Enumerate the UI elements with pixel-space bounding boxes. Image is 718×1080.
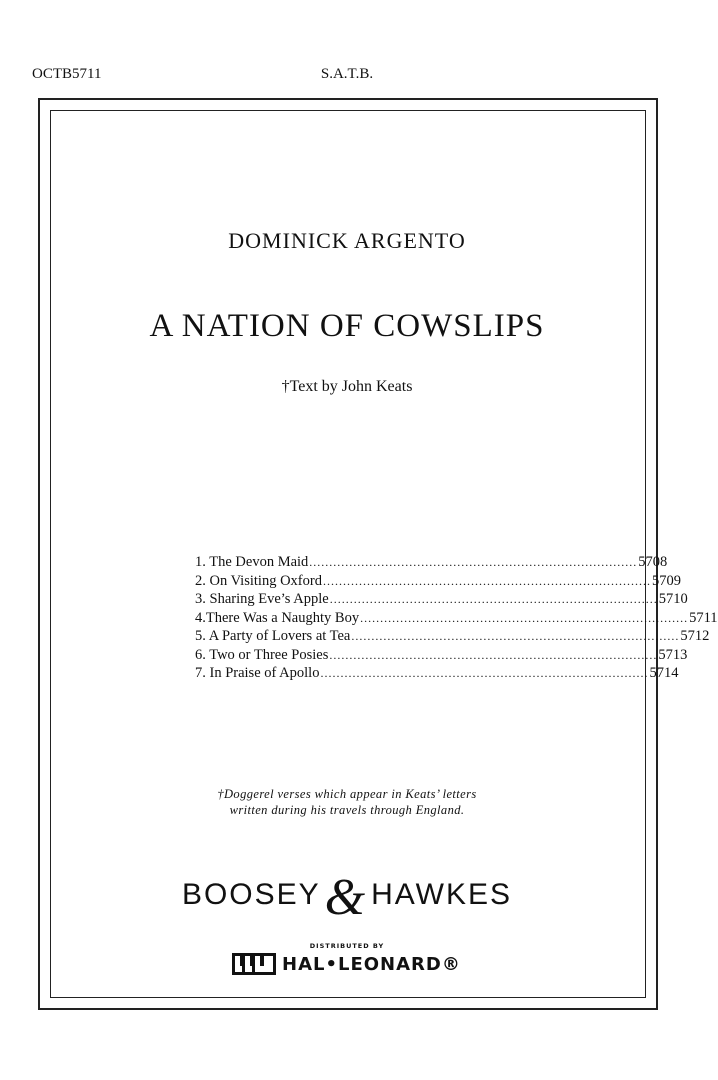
contents-item-title: 4.There Was a Naughty Boy (195, 609, 360, 626)
contents-item (195, 609, 718, 628)
dot-leader: .................................................................................. (320, 666, 649, 680)
ampersand-mark: & (324, 869, 368, 926)
dot-leader: .................................................................................. (351, 629, 680, 643)
dot-leader: .................................................................................. (329, 647, 658, 662)
footnote-line: †Doggerel verses which appear in Keats’ letters (217, 787, 477, 801)
contents-item (195, 572, 681, 591)
contents-item-title: 1. The Devon Maid (195, 554, 309, 570)
contents-item-title: 2. On Visiting Oxford (195, 572, 322, 589)
contents-item-title: 3. Sharing Eve’s Apple (195, 591, 329, 607)
distributed-by-label: DISTRIBUTED BY (309, 942, 385, 950)
contents-item (195, 664, 679, 683)
footnote (0, 786, 694, 818)
catalog-code: OCTB5711 (32, 66, 102, 82)
contents-item-number: 5714 (649, 665, 679, 681)
dot-leader: .................................................................................. (322, 573, 651, 588)
text-credit: †Text by John Keats (281, 378, 413, 395)
hal-leonard-icon (232, 953, 276, 975)
composer-name: DOMINICK ARGENTO (228, 228, 466, 253)
contents-item-number: 5712 (680, 628, 710, 644)
publisher-name-right: HAWKES (371, 878, 513, 911)
publisher-name-left: BOOSEY (181, 878, 321, 911)
dot-leader: .................................................................................. (309, 555, 638, 569)
distributor-name: HAL•LEONARD® (282, 953, 461, 975)
dot-leader: .................................................................................. (360, 610, 689, 625)
contents-item-number: 5710 (658, 591, 688, 607)
contents-item-number: 5711 (689, 609, 718, 626)
contents-item-title: 7. In Praise of Apollo (195, 665, 320, 681)
contents-item-number: 5709 (651, 572, 681, 589)
contents-item (195, 627, 710, 646)
contents-item (195, 553, 668, 572)
contents-item-title: 5. A Party of Lovers at Tea (195, 628, 351, 644)
contents-item (195, 646, 688, 665)
voicing-label: S.A.T.B. (320, 66, 374, 82)
contents-item-number: 5713 (658, 646, 688, 663)
footnote-line: written during his travels through England. (229, 803, 465, 817)
contents-list (195, 553, 718, 683)
distributor-logo (232, 952, 461, 976)
contents-item (195, 590, 688, 609)
publisher-logo (0, 868, 694, 927)
contents-item-title: 6. Two or Three Posies (195, 646, 329, 663)
work-title: A NATION OF COWSLIPS (149, 308, 545, 344)
dot-leader: .................................................................................. (329, 592, 658, 606)
contents-item-number: 5708 (638, 554, 668, 570)
